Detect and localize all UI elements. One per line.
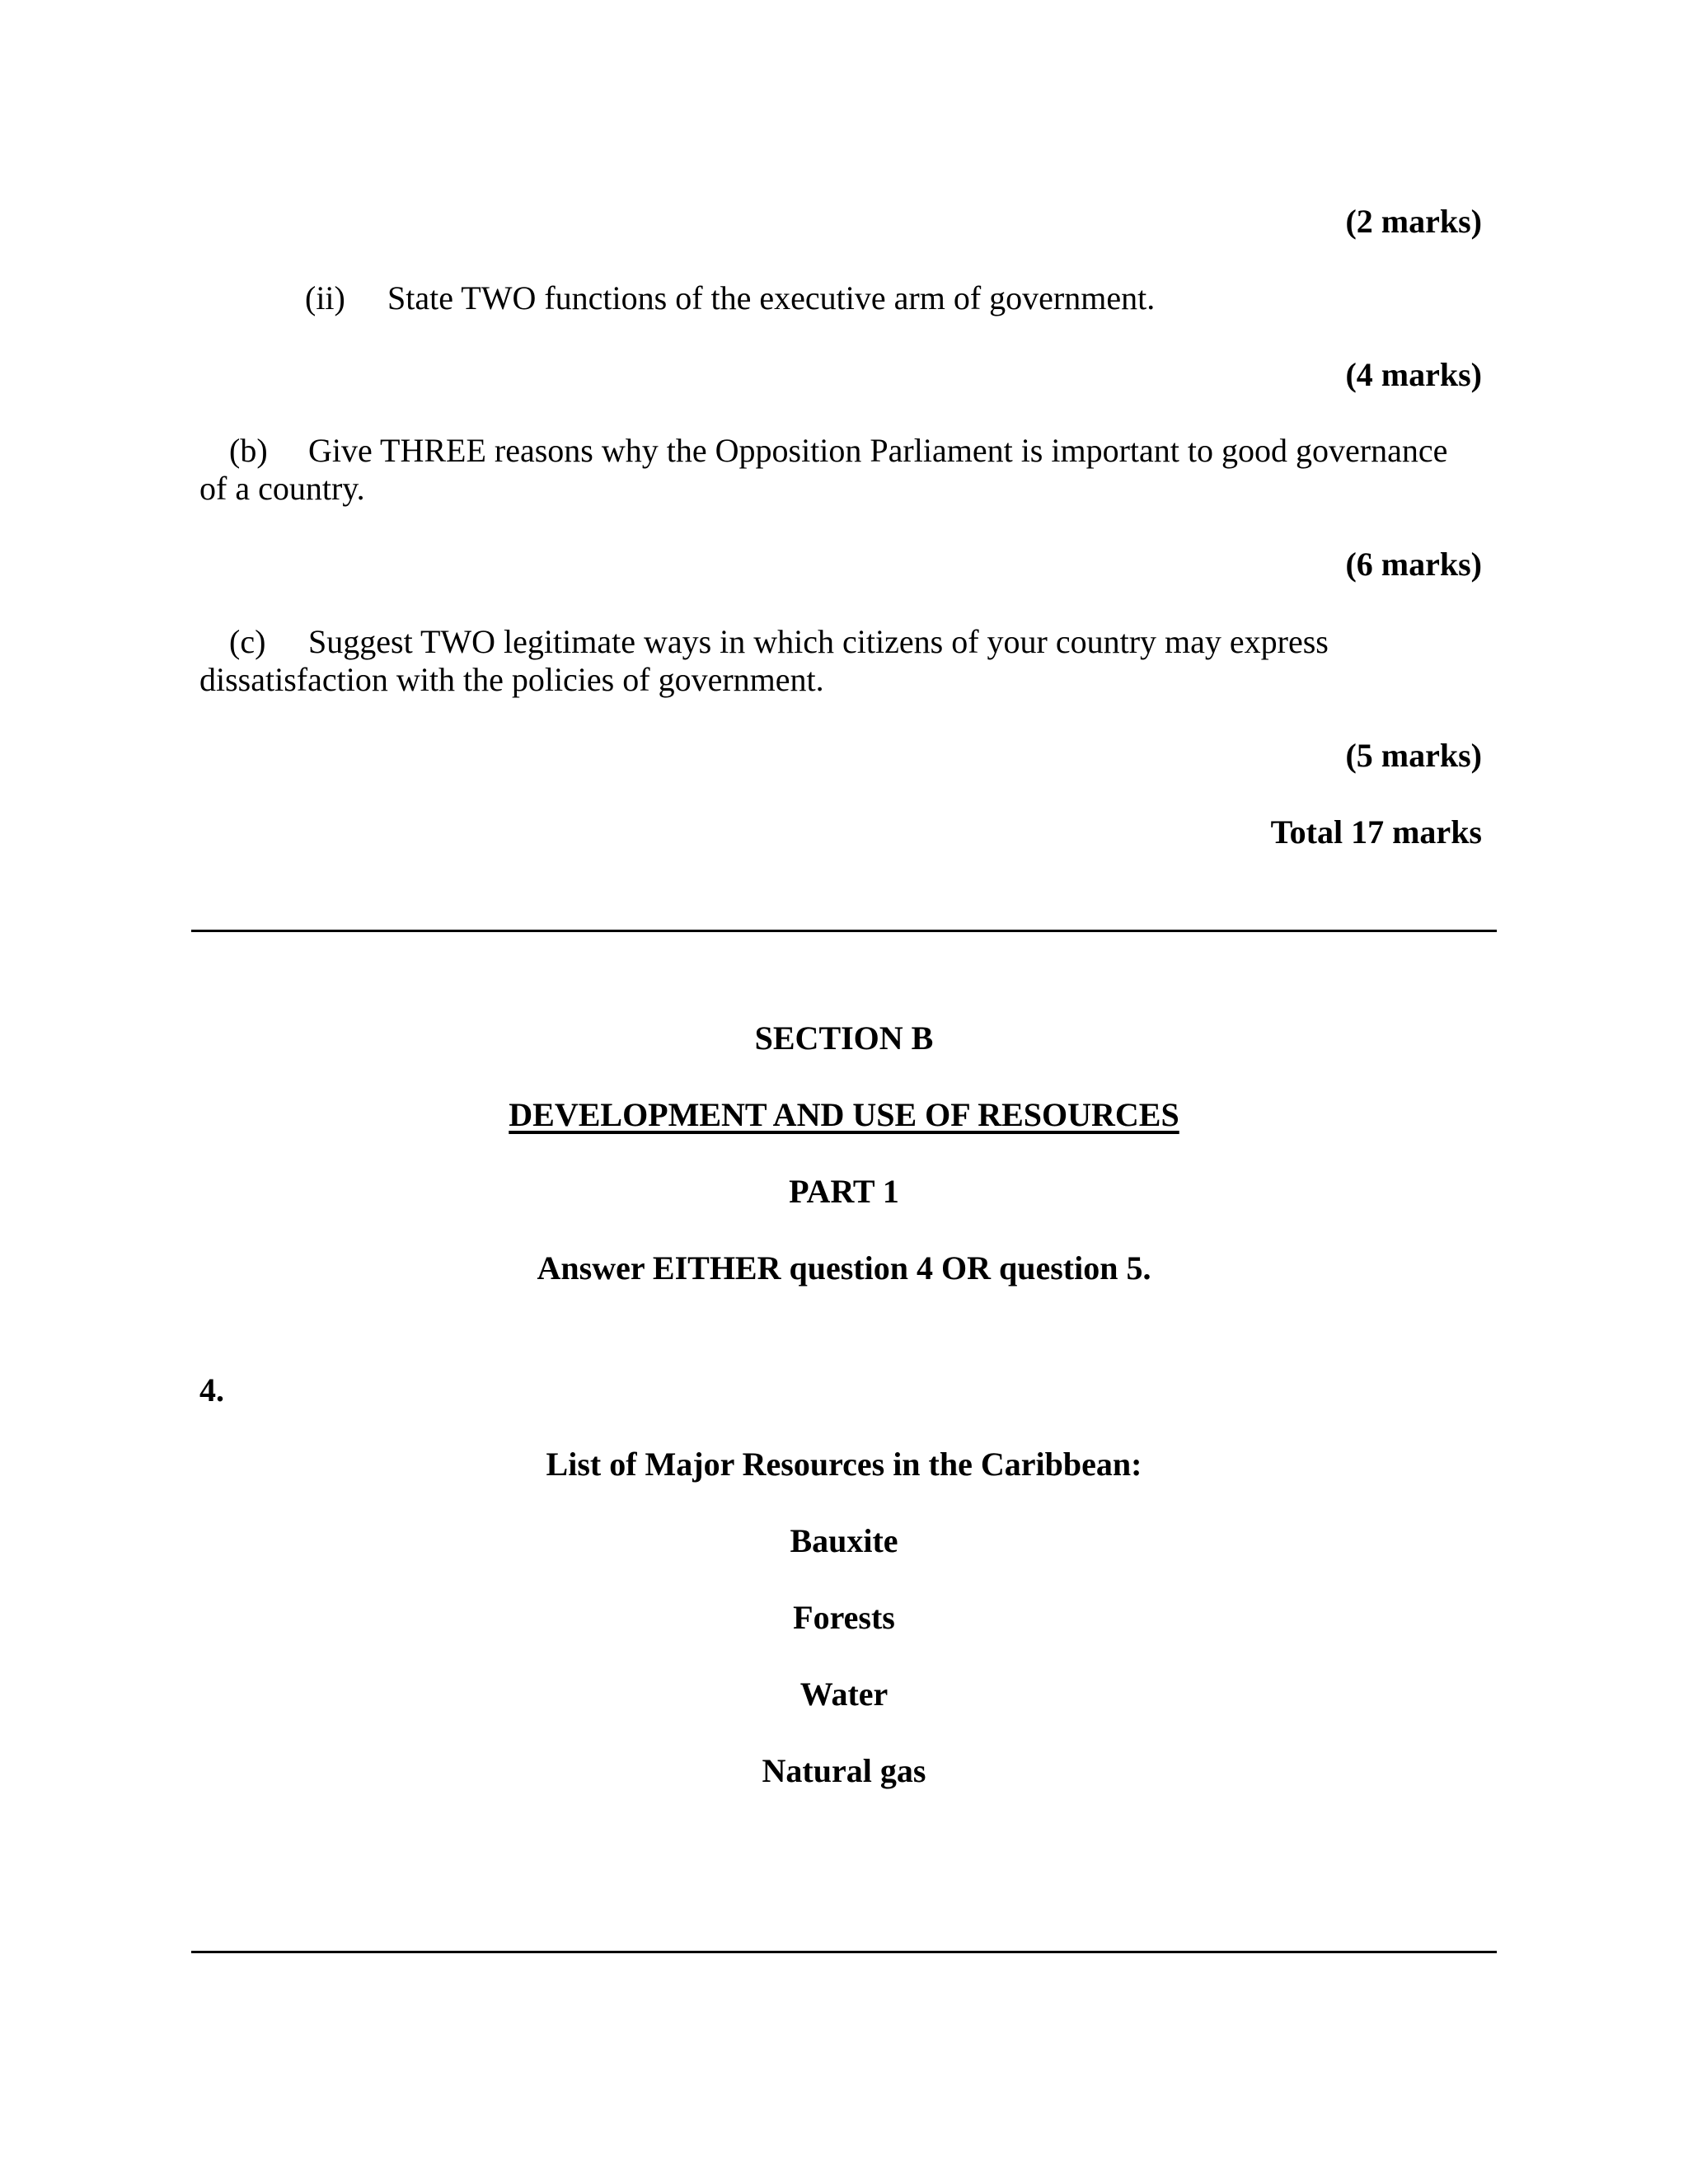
item-label: (ii) [305, 279, 345, 316]
question-3b [199, 432, 1485, 508]
marks-c: (5 marks) [1345, 737, 1482, 774]
question-3a-ii [305, 279, 1155, 317]
resource-item: Water [799, 1675, 889, 1713]
section-title: SECTION B [754, 1019, 934, 1057]
resource-list-title: List of Major Resources in the Caribbean: [546, 1446, 1142, 1483]
section-subtitle [0, 1096, 1688, 1134]
marks-a-ii: (4 marks) [1345, 356, 1482, 393]
divider-top [191, 930, 1497, 932]
total-marks: Total 17 marks [1270, 813, 1482, 851]
item-text-line-2: of a country. [199, 470, 365, 507]
item-text-line-1: Suggest TWO legitimate ways in which citizens of your country may express [308, 623, 1329, 660]
item-label: (c) [229, 623, 266, 660]
item-label: (b) [229, 432, 268, 469]
divider-bottom [191, 1951, 1497, 1953]
question-number: 4. [199, 1371, 224, 1408]
marks-b: (6 marks) [1345, 546, 1482, 583]
marks-a-i: (2 marks) [1345, 203, 1482, 240]
resource-item: Natural gas [762, 1752, 926, 1789]
item-text-line-1: Give THREE reasons why the Opposition Parliament is important to good governance [308, 432, 1448, 469]
section-instruction: Answer EITHER question 4 OR question 5. [537, 1249, 1151, 1286]
resource-item: Bauxite [790, 1522, 898, 1559]
item-text: State TWO functions of the executive arm of government. [387, 279, 1156, 316]
resource-item: Forests [793, 1599, 895, 1636]
question-3c [199, 623, 1485, 699]
item-text-line-2: dissatisfaction with the policies of government. [199, 661, 824, 698]
part-title: PART 1 [789, 1173, 899, 1210]
section-subtitle-text: DEVELOPMENT AND USE OF RESOURCES [509, 1096, 1179, 1133]
